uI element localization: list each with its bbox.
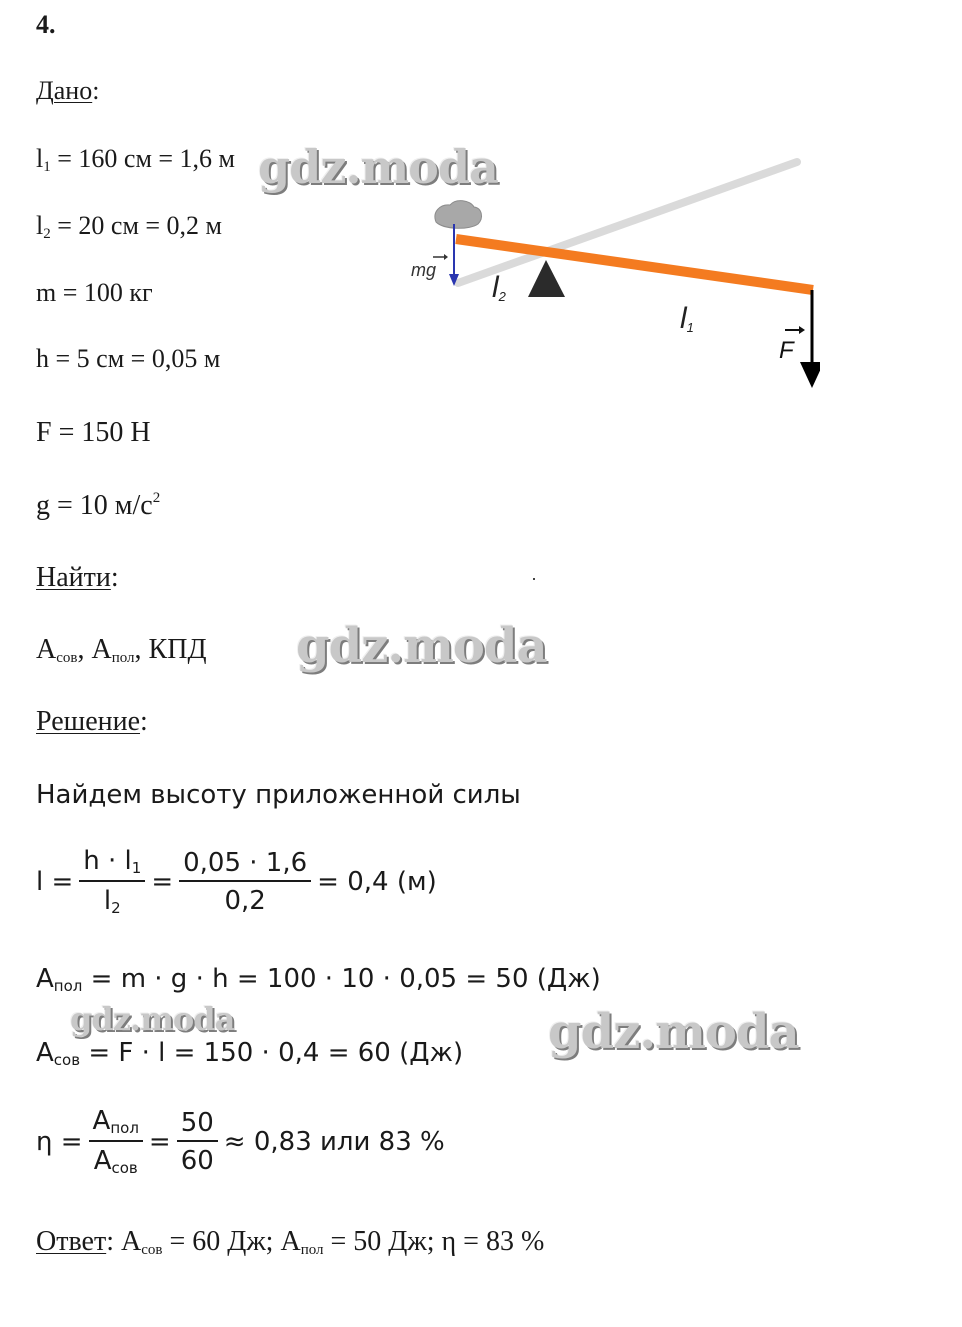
eq4-fraction-2 <box>177 1110 218 1174</box>
equation-length <box>36 848 437 916</box>
given-heading <box>36 76 99 106</box>
answer-p2: = 60 Дж; A <box>162 1226 301 1257</box>
given-m: m = 100 кг <box>36 278 153 307</box>
eq4-num-a-sub: пол <box>110 1119 139 1137</box>
arm-l1-label <box>680 302 694 335</box>
eq1-rhs: = 0,4 (м) <box>317 867 437 897</box>
eq4-num-a-text: A <box>92 1106 111 1136</box>
solution-heading <box>36 706 148 738</box>
given-g <box>36 490 160 522</box>
force-label: F <box>779 337 794 364</box>
solution-colon: : <box>140 706 148 737</box>
watermark: gdz.moda <box>70 1000 235 1038</box>
eq1-num1 <box>79 848 145 882</box>
answer-p1-sub: сов <box>141 1242 163 1258</box>
given-g-exponent: 2 <box>152 490 161 506</box>
given-l2-index: 2 <box>43 226 51 242</box>
answer-p1: : A <box>106 1226 142 1257</box>
equation-efficiency <box>36 1108 445 1176</box>
solution-line1: Найдем высоту приложенной силы <box>36 780 521 810</box>
given-g-text: g = 10 м/с <box>36 490 153 521</box>
given-l2-value: = 20 см = 0,2 м <box>50 211 223 240</box>
given-F: F = 150 Н <box>36 417 151 448</box>
find-a-sub: сов <box>56 650 78 666</box>
eq1-fraction-2 <box>179 850 311 914</box>
eq4-den-a-text: A <box>93 1146 112 1176</box>
answer-p3: = 50 Дж; η = 83 % <box>323 1226 545 1257</box>
eq4-lhs: η = <box>36 1127 83 1157</box>
eq1-den2: 0,2 <box>224 886 266 916</box>
answer-label: Ответ <box>36 1226 107 1257</box>
find-b: A <box>91 634 112 665</box>
given-l1-value: = 160 см = 1,6 м <box>50 144 236 173</box>
eq4-num: 50 <box>177 1110 218 1142</box>
arm-l1-symbol: l <box>680 302 687 335</box>
given-l1-index: 1 <box>43 159 51 175</box>
given-h: h = 5 см = 0,05 м <box>36 344 221 373</box>
force-vector-arrowhead-icon <box>799 326 805 334</box>
given-colon: : <box>92 76 100 105</box>
problem-number: 4. <box>36 10 56 39</box>
find-values <box>36 634 207 667</box>
given-heading-text: Дано <box>36 76 93 105</box>
eq1-den1-text: l <box>103 886 112 916</box>
eq4-den: 60 <box>180 1146 214 1176</box>
given-l2-symbol: l <box>36 211 44 240</box>
given-l2 <box>36 211 222 243</box>
arm-l2-index: 2 <box>498 289 506 304</box>
eq1-den1 <box>100 882 125 916</box>
eq4-rhs: ≈ 0,83 или 83 % <box>223 1127 445 1157</box>
eq1-equals: = <box>151 867 174 897</box>
given-l1-symbol: l <box>36 144 44 173</box>
eq1-lhs: l = <box>36 867 74 897</box>
eq1-fraction-1 <box>79 848 145 916</box>
eq2-rhs: = m · g · h = 100 · 10 · 0,05 = 50 (Дж) <box>82 964 601 994</box>
eq4-equals: = <box>148 1127 171 1157</box>
answer-p2-sub: пол <box>300 1242 324 1258</box>
eq4-fraction-1 <box>89 1108 143 1176</box>
given-l1 <box>36 144 235 176</box>
eq2-A: A <box>36 964 54 994</box>
eq4-num-a <box>89 1108 143 1142</box>
eq3-sub: сов <box>53 1051 81 1069</box>
find-heading-text: Найти <box>36 562 111 593</box>
eq2-sub: пол <box>53 977 83 995</box>
eq3-rhs: = F · l = 150 · 0,4 = 60 (Дж) <box>80 1038 464 1068</box>
stone-icon <box>435 201 482 229</box>
find-b-sub: пол <box>111 650 135 666</box>
eq1-num1-sub: 1 <box>131 859 142 877</box>
equation-total-work <box>36 1038 463 1069</box>
mg-label: mg <box>411 260 437 280</box>
find-c: , КПД <box>134 634 207 665</box>
watermark: gdz.moda <box>296 618 547 674</box>
fulcrum-icon <box>528 260 565 297</box>
eq4-den-a <box>90 1142 142 1176</box>
find-heading <box>36 562 119 594</box>
equation-useful-work <box>36 964 601 995</box>
eq1-den1-sub: 2 <box>111 899 121 917</box>
force-arrowhead-icon <box>800 362 820 388</box>
find-sep: , <box>77 634 92 665</box>
solution-heading-text: Решение <box>36 706 141 737</box>
answer-line <box>36 1226 544 1259</box>
watermark: gdz.moda <box>548 1004 799 1060</box>
stray-mark <box>533 578 535 580</box>
arm-l2-symbol: l <box>492 271 499 304</box>
mg-vector-arrowhead-icon <box>444 254 448 260</box>
watermark: gdz.moda <box>258 140 498 194</box>
find-colon: : <box>110 562 119 593</box>
eq1-num2: 0,05 · 1,6 <box>179 850 311 882</box>
arm-l2-label <box>492 271 507 304</box>
eq1-num1-text: h · l <box>83 846 132 876</box>
arm-l1-index: 1 <box>686 320 694 335</box>
eq4-den-a-sub: сов <box>111 1159 138 1177</box>
find-a: A <box>36 634 57 665</box>
eq3-A: A <box>36 1038 54 1068</box>
